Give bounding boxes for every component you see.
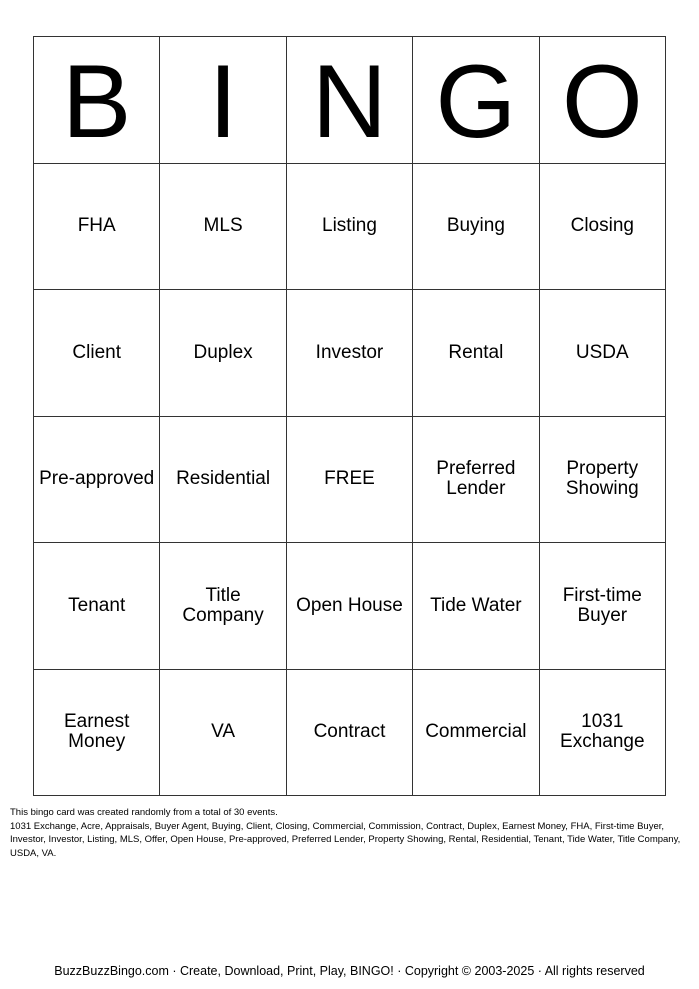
bingo-cell: Rental: [413, 290, 539, 417]
free-space-cell: FREE: [286, 416, 412, 543]
bingo-cell: Client: [34, 290, 160, 417]
bingo-header-row: [34, 37, 666, 164]
card-event-list: 1031 Exchange, Acre, Appraisals, Buyer Agent, Buying, Client, Closing, Commercial, Commission, Contract, Duplex, Earnest Money, FHA, First-time Buyer, Investor, Investor, Listing, MLS, Offer, Open House, Pre-approved, Preferred Lender, Property Showing, Rental, Residential, Tenant, Tide Water, Title Company, USDA, VA.: [10, 820, 681, 859]
page-footer: BuzzBuzzBingo.com · Create, Download, Print, Play, BINGO! · Copyright © 2003-2025 · All rights reserved: [54, 964, 645, 978]
bingo-row: [34, 416, 666, 543]
bingo-cell: Listing: [286, 163, 412, 290]
header-letter-i: I: [160, 37, 286, 164]
bingo-cell: Earnest Money: [34, 669, 160, 796]
bingo-cell: 1031 Exchange: [539, 669, 665, 796]
bingo-cell: Residential: [160, 416, 286, 543]
header-letter-n: N: [286, 37, 412, 164]
bingo-cell: Tide Water: [413, 543, 539, 670]
bingo-row: [34, 543, 666, 670]
bingo-cell: Closing: [539, 163, 665, 290]
bingo-cell: VA: [160, 669, 286, 796]
bingo-cell: FHA: [34, 163, 160, 290]
bingo-cell: Property Showing: [539, 416, 665, 543]
bingo-row: [34, 163, 666, 290]
header-letter-b: B: [34, 37, 160, 164]
bingo-cell: Open House: [286, 543, 412, 670]
bingo-cell: USDA: [539, 290, 665, 417]
bingo-card: [33, 36, 666, 796]
card-info-note: [10, 806, 690, 860]
bingo-cell: First-time Buyer: [539, 543, 665, 670]
card-info-intro: This bingo card was created randomly from a total of 30 events.: [10, 807, 278, 818]
bingo-cell: Tenant: [34, 543, 160, 670]
header-letter-g: G: [413, 37, 539, 164]
bingo-cell: Duplex: [160, 290, 286, 417]
bingo-cell: Preferred Lender: [413, 416, 539, 543]
bingo-row: [34, 669, 666, 796]
header-letter-o: O: [539, 37, 665, 164]
bingo-cell: MLS: [160, 163, 286, 290]
bingo-cell: Investor: [286, 290, 412, 417]
bingo-cell: Commercial: [413, 669, 539, 796]
bingo-row: [34, 290, 666, 417]
bingo-cell: Buying: [413, 163, 539, 290]
bingo-cell: Contract: [286, 669, 412, 796]
bingo-cell: Pre-approved: [34, 416, 160, 543]
bingo-cell: Title Company: [160, 543, 286, 670]
